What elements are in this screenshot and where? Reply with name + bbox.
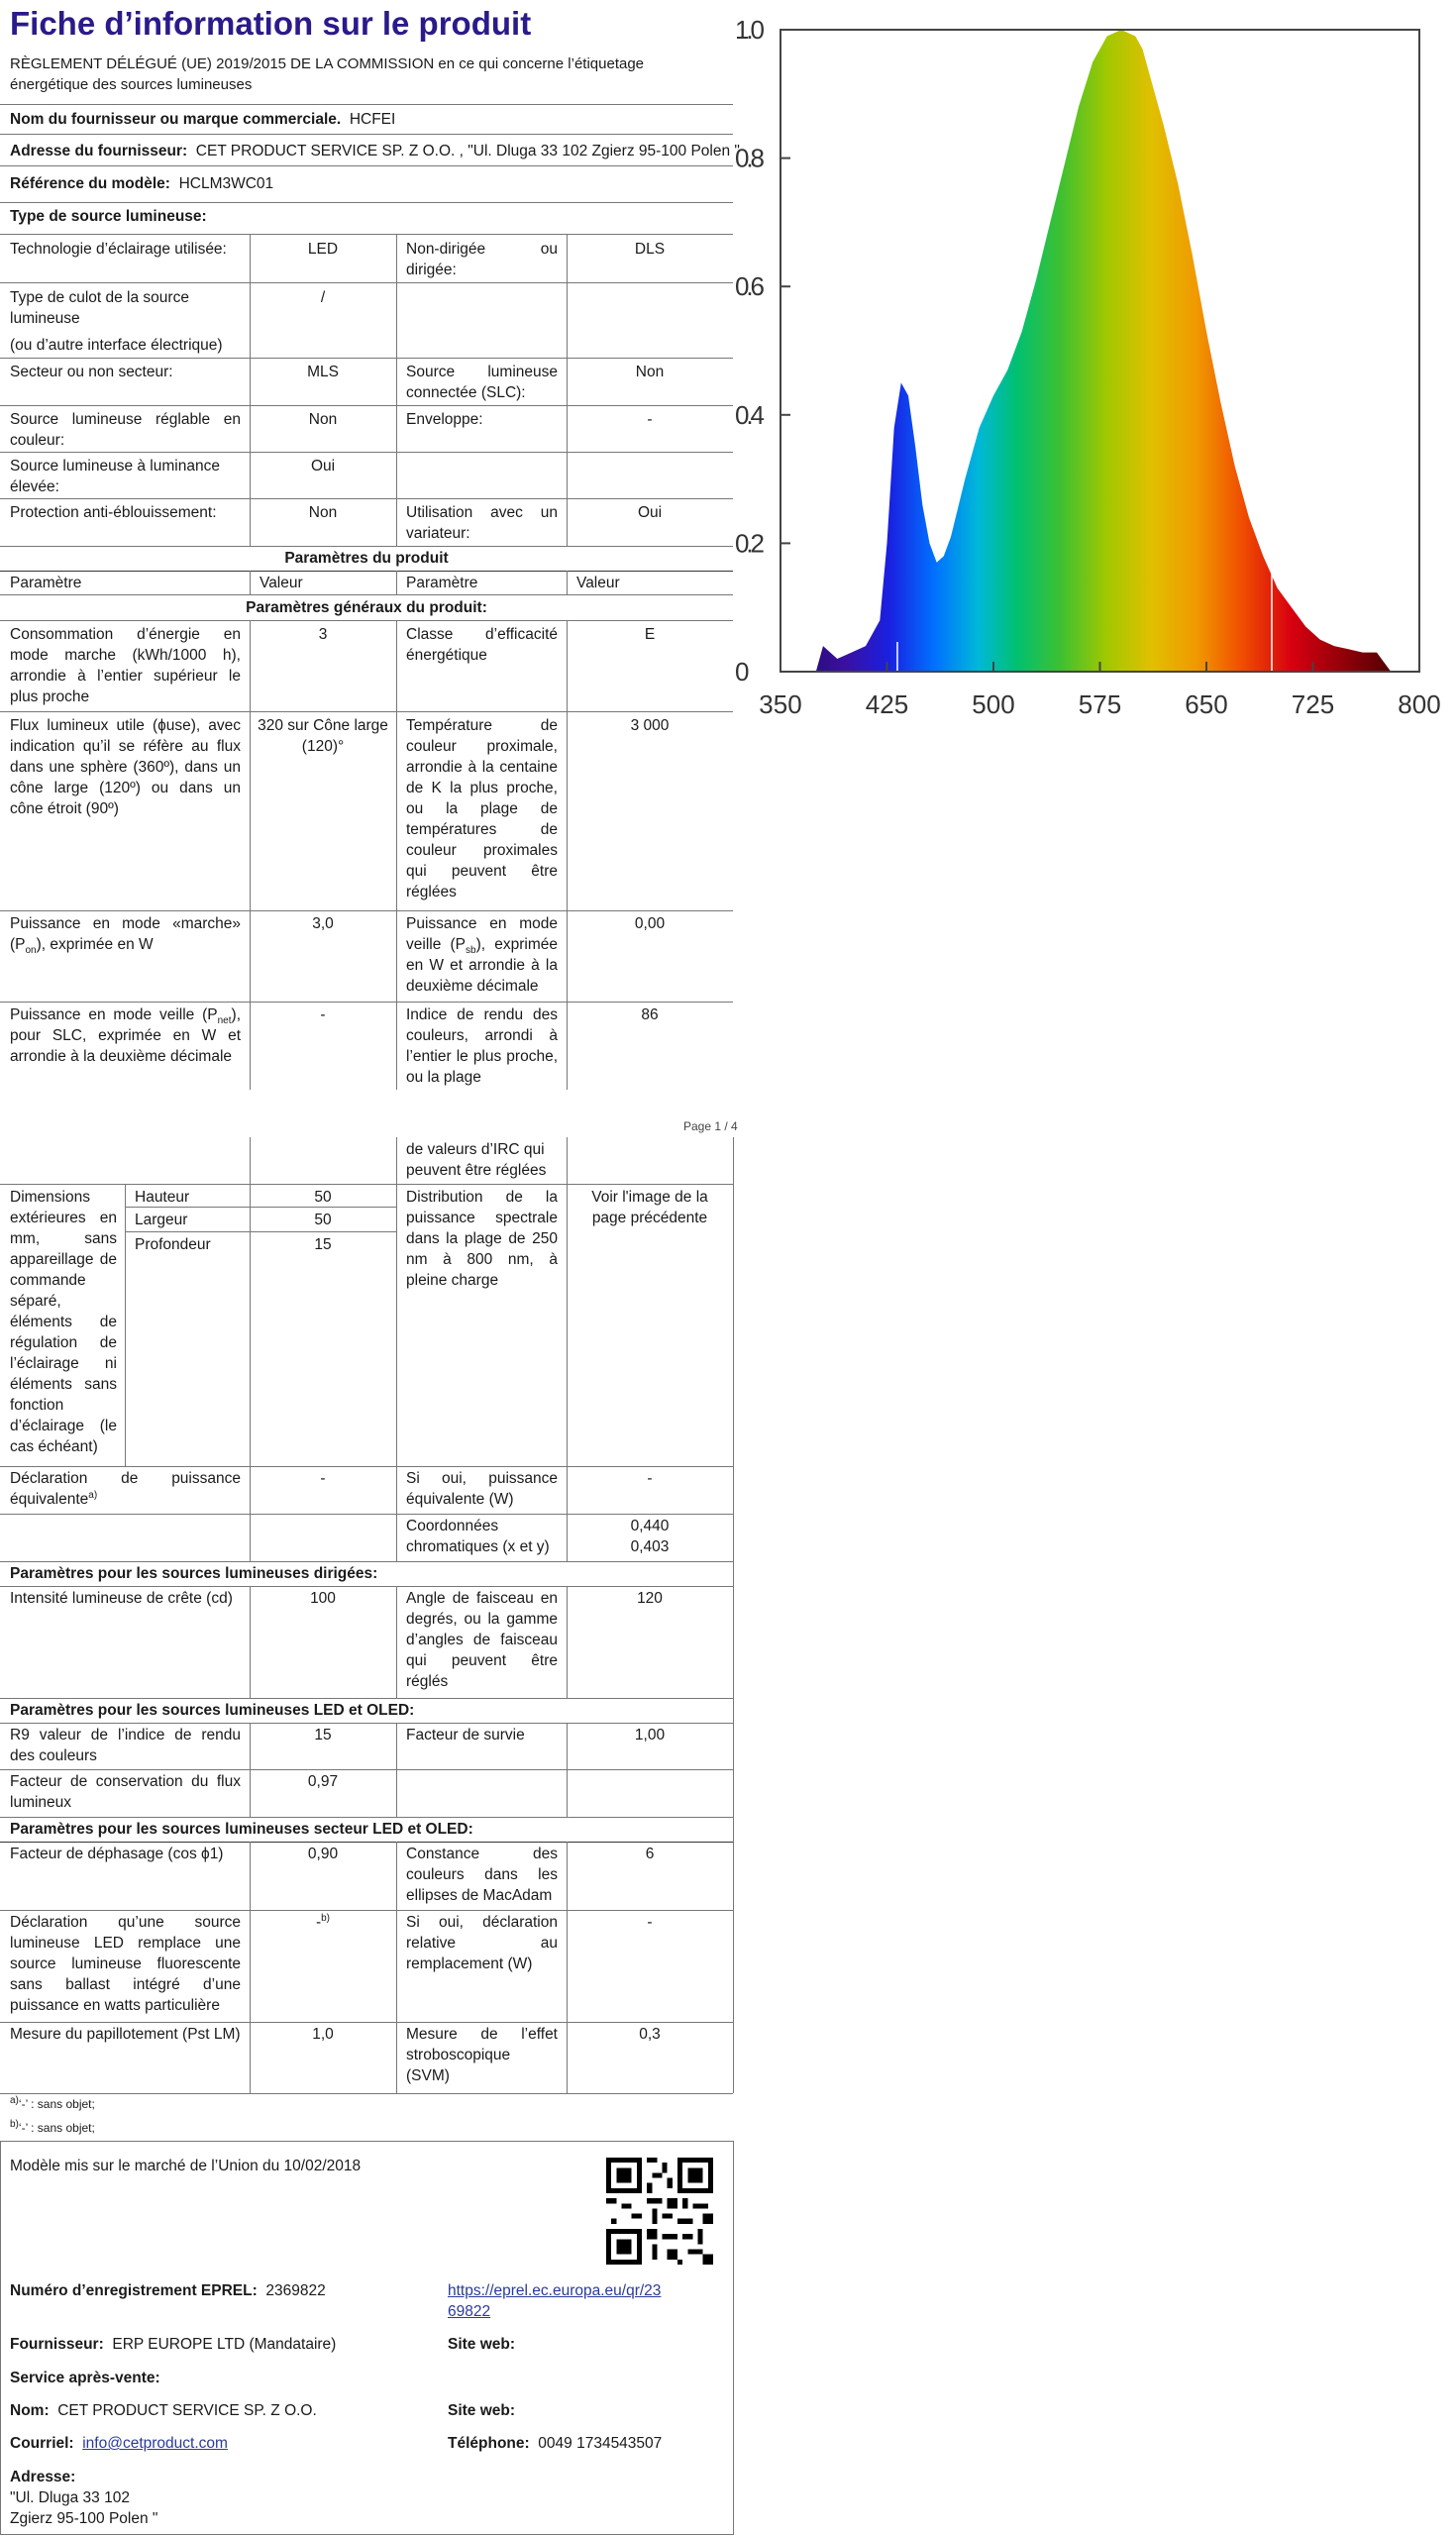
col-rule [567,1842,568,2093]
mains-led-heading: Paramètres pour les sources lumineuses secteur LED et OLED: [10,1821,473,1838]
replacement-watt-value: - [647,1914,653,1931]
energy-label: Consommation d’énergie en mode marche (kWh/1000 h), arrondie à l’entier supérieur le plus proche [10,626,241,705]
supplier-row: Fournisseur: ERP EUROPE LTD (Mandataire) [10,2336,337,2353]
eprel-row: Numéro d’enregistrement EPREL: 2369822 [10,2282,326,2299]
mains-value: MLS [307,364,339,380]
address-line-2: Zgierz 95-100 Polen " [10,2510,158,2527]
supplier-name-label: Nom du fournisseur ou marque commerciale. [10,111,342,128]
high-luminance-value: Oui [310,458,336,475]
peak-value: 100 [310,1590,336,1607]
tech-label: Technologie d’éclairage utilisée: [10,241,227,258]
divider [0,498,733,499]
cri-value: 86 [641,1006,659,1023]
x-tick-label: 725 [1291,689,1335,719]
divider [0,1184,733,1185]
divider [0,1910,733,1911]
supplier-name-row [0,109,733,130]
cap-label: Type de culot de la source lumineuse [10,289,189,327]
spd-value: Voir l'image de la page précédente [591,1189,708,1226]
flux-label: Flux lumineux utile (ɸuse), avec indication qu’il se réfère au flux dans une sphère (360º), dans un cône large (120º) ou dans un cône étroit (90º) [10,717,241,817]
power-factor-label: Facteur de déphasage (cos ϕ1) [10,1846,224,1862]
col-rule [250,1842,251,2093]
divider [0,546,733,547]
service-name-row: Nom: CET PRODUCT SERVICE SP. Z O.O. [10,2402,317,2419]
website-label-1: Site web: [448,2336,516,2353]
replacement-watt-label: Si oui, déclaration relative au remplacement (W) [406,1914,558,1972]
y-tick-label: 0.6 [735,271,765,302]
divider [0,571,733,572]
address-label: Adresse: [10,2469,76,2485]
footnote-a: $^{a)}$‘-’ : sans objet; [10,2095,95,2111]
page-number: Page 1 / 4 [683,1119,738,1133]
height-value: 50 [314,1189,332,1206]
y-tick-label: 0.4 [735,399,765,430]
divider [0,134,733,135]
divider [0,910,733,911]
footnote-b: $^{b)}$‘-’ : sans objet; [10,2119,95,2135]
divider [0,1842,733,1843]
pon-value: 3,0 [312,915,334,932]
chroma-x: 0,440 [630,1518,670,1534]
cap-label-2: (ou d’autre interface électrique) [10,337,223,354]
divider [0,1723,733,1724]
mail-link[interactable]: info@cetproduct.com [82,2435,228,2452]
directional-label: Non-dirigée ou dirigée: [406,241,558,278]
table-edge [733,1137,734,2093]
class-value: E [644,626,656,643]
qr-code-icon [606,2158,713,2265]
website-label-2: Site web: [448,2402,516,2419]
divider [0,1514,733,1515]
equivalent-watt-value: - [647,1470,653,1487]
class-label: Classe d’efficacité énergétique [406,626,558,664]
divider [0,104,733,105]
dimmable-value: Oui [637,504,663,521]
directional-value: DLS [634,241,666,258]
cct-value: 3 000 [630,717,670,734]
divider [0,2093,733,2094]
stroboscopic-label: Mesure de l’effet stroboscopique (SVM) [406,2026,558,2084]
dimmable-label: Utilisation avec un variateur: [406,504,558,542]
height-label: Hauteur [135,1189,190,1206]
replacement-label: Déclaration qu’une source lumineuse LED remplace une source lumineuse fluorescente sans ballast intégré d’une puissance en watts particulière [10,1914,241,2014]
chroma-y: 0,403 [630,1538,670,1555]
col-header-value-2: Valeur [576,575,620,591]
divider [0,165,733,166]
width-value: 50 [314,1212,332,1228]
cri-label-cont: de valeurs d’IRC qui peuvent être réglées [406,1141,547,1179]
address-line-1: "Ul. Dluga 33 102 [10,2489,130,2506]
r9-label: R9 valeur de l’indice de rendu des couleurs [10,1727,241,1764]
pon-label: Puissance en mode «marche» $(P_{on})$, exprimée en W [10,915,241,957]
col-rule [396,1137,397,1561]
tech-value: LED [307,241,339,258]
divider [0,1561,733,1562]
survival-label: Facteur de survie [406,1727,525,1744]
eprel-link-cont[interactable]: 69822 [448,2303,491,2320]
model-value: HCLM3WC01 [178,175,274,192]
power-factor-value: 0,90 [307,1846,339,1862]
col-rule [250,571,251,594]
mains-label: Secteur ou non secteur: [10,364,173,380]
flux-value: 320 sur Cône large (120)° [258,717,388,755]
led-heading: Paramètres pour les sources lumineuses LED et OLED: [10,1702,415,1719]
supplier-address-label: Adresse du fournisseur: [10,143,188,159]
depth-label: Profondeur [135,1236,211,1253]
colour-tunable-label: Source lumineuse réglable en couleur: [10,411,241,449]
x-tick-label: 425 [865,689,909,719]
divider [0,1586,733,1587]
width-label: Largeur [135,1212,188,1228]
x-tick-label: 800 [1398,689,1441,719]
y-tick-label: 0.2 [735,528,765,559]
y-tick-label: 1.0 [735,15,765,45]
source-type-heading: Type de source lumineuse: [10,208,207,225]
antiglare-value: Non [308,504,338,521]
phone-row: Téléphone: 0049 1734543507 [448,2435,663,2452]
y-tick-label: 0.8 [735,143,765,173]
eprel-link[interactable]: https://eprel.ec.europa.eu/qr/23 [448,2282,662,2299]
spectrum-chart [731,0,1456,733]
equivalent-watt-label: Si oui, puissance équivalente (W) [406,1470,558,1508]
divider [0,1002,733,1003]
page-title: Fiche d’information sur le produit [10,5,532,42]
equivalent-value: - [320,1470,326,1487]
beam-value: 120 [637,1590,663,1607]
divider [0,1769,733,1770]
pnet-value: - [320,1006,326,1023]
survival-value: 1,00 [634,1727,666,1744]
cri-label: Indice de rendu des couleurs, arrondi à l’entier le plus proche, ou la plage [406,1006,558,1086]
connected-value: Non [635,364,665,380]
spd-label: Distribution de la puissance spectrale dans la plage de 250 nm à 800 nm, à pleine charge [406,1189,558,1289]
depth-value: 15 [314,1236,332,1253]
connected-label: Source lumineuse connectée (SLC): [406,364,558,401]
divider [0,1466,733,1467]
col-header-param: Paramètre [10,575,82,591]
model-label: Référence du modèle: [10,175,170,192]
x-tick-label: 500 [972,689,1015,719]
antiglare-label: Protection anti-éblouissement: [10,504,217,521]
mail-row: Courriel: info@cetproduct.com [10,2435,228,2452]
stroboscopic-value: 0,3 [639,2026,661,2043]
col-rule [125,1184,126,1466]
col-rule [396,620,397,1090]
x-tick-label: 350 [759,689,802,719]
maintenance-label: Facteur de conservation du flux lumineux [10,1773,241,1811]
divider [0,1817,733,1818]
model-row [0,173,733,194]
high-luminance-label: Source lumineuse à luminance élevée: [10,458,220,495]
col-rule [396,571,397,594]
x-tick-label: 575 [1078,689,1122,719]
psb-label: Puissance en mode veille $(P_{sb})$, exprimée en W et arrondie à la deuxième décimale [406,915,558,995]
pnet-label: Puissance en mode veille $(P_{net})$, pour SLC, exprimée en W et arrondie à la deuxième décimale [10,1006,241,1065]
peak-label: Intensité lumineuse de crête (cd) [10,1590,233,1607]
y-tick-label: 0 [735,657,750,687]
divider [125,1207,396,1208]
supplier-address-row [0,141,740,161]
market-text: Modèle mis sur le marché de l’Union du 10/02/2018 [10,2158,362,2174]
col-rule [567,571,568,594]
col-header-value: Valeur [260,575,303,591]
col-rule [396,1586,397,1698]
divider [0,358,733,359]
after-sales-label: Service après-vente: [10,2370,160,2386]
divider [0,1698,733,1699]
cap-value: / [320,289,326,306]
col-rule [567,1137,568,1561]
divider [0,711,733,712]
general-params-heading: Paramètres généraux du produit: [246,599,487,616]
page-subtitle: RÈGLEMENT DÉLÉGUÉ (UE) 2019/2015 DE LA COMMISSION en ce qui concerne l’étiquetage énergétique des sources lumineuses [10,55,645,93]
envelope-value: - [647,411,653,428]
consistency-value: 6 [645,1846,655,1862]
maintenance-value: 0,97 [307,1773,339,1790]
cct-label: Température de couleur proximale, arrondie à la centaine de K la plus proche, ou la plage de températures de couleur proximales qui peuvent être réglées [406,717,558,900]
consistency-label: Constance des couleurs dans les ellipses de MacAdam [406,1846,558,1904]
equivalent-label: Déclaration de puissance équivalente$^{a)}$ [10,1470,241,1508]
r9-value: 15 [314,1727,332,1744]
flicker-label: Mesure du papillotement (Pst LM) [10,2026,241,2043]
divider [0,405,733,406]
colour-tunable-value: Non [308,411,338,428]
divider [0,2022,733,2023]
psb-value: 0,00 [634,915,666,932]
flicker-value: 1,0 [312,2026,334,2043]
divider [0,234,733,235]
replacement-value: -$^{b)}$ [315,1912,331,1931]
energy-value: 3 [318,626,328,643]
dimensions-label: Dimensions extérieures en mm, sans appareillage de commande séparé, éléments de régulation de l’éclairage ni éléments sans fonction d’éclairage (le cas échéant) [10,1189,117,1455]
x-tick-label: 650 [1185,689,1228,719]
supplier-name-value: HCFEI [349,111,396,128]
product-params-heading: Paramètres du produit [284,550,449,567]
directional-heading: Paramètres pour les sources lumineuses dirigées: [10,1565,378,1582]
chroma-label: Coordonnées chromatiques (x et y) [406,1518,550,1555]
divider [125,1231,396,1232]
divider [0,452,733,453]
supplier-address-value: CET PRODUCT SERVICE SP. Z O.O. , "Ul. Dluga 33 102 Zgierz 95-100 Polen " [195,143,740,159]
divider [0,202,733,203]
envelope-label: Enveloppe: [406,411,483,428]
divider [0,620,733,621]
divider [0,282,733,283]
divider [0,594,733,595]
col-header-param-2: Paramètre [406,575,478,591]
col-rule [396,1842,397,2093]
beam-label: Angle de faisceau en degrés, ou la gamme d’angles de faisceau qui peuvent être réglés [406,1590,558,1690]
spectrum-area [816,30,1392,672]
